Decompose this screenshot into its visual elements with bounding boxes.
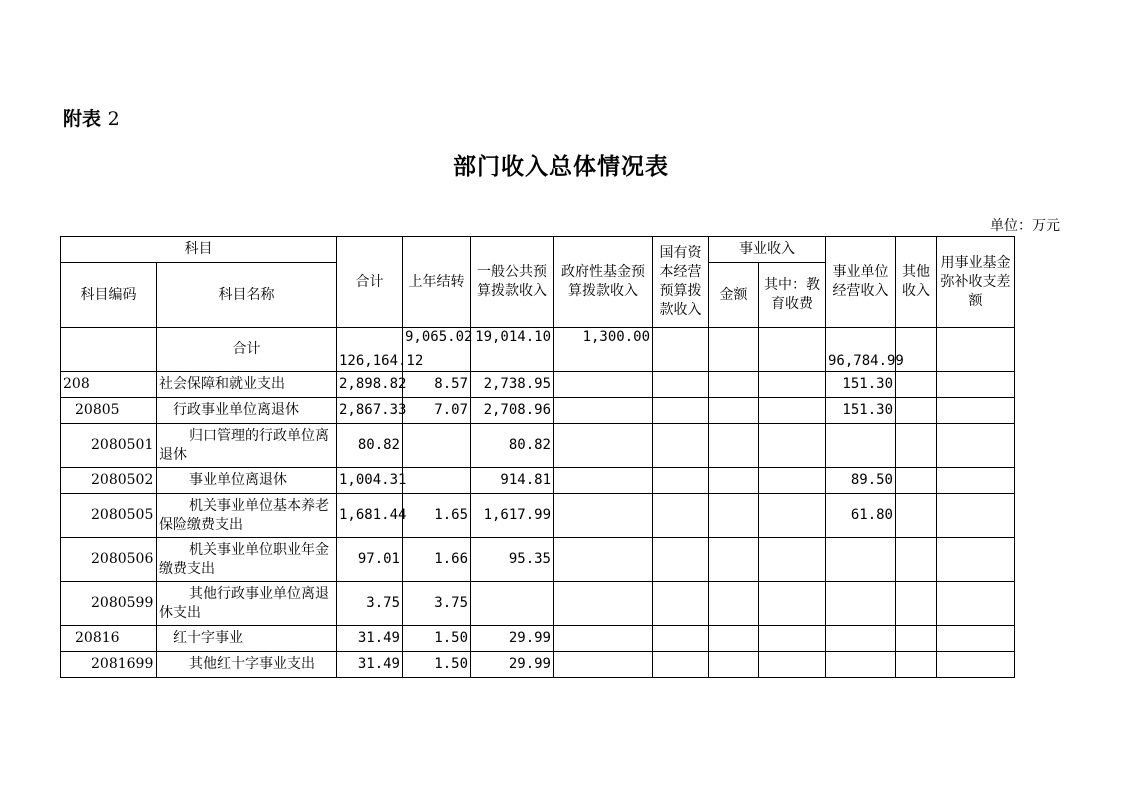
row-general-budget: 29.99 xyxy=(471,626,554,652)
row-other-income xyxy=(896,372,937,398)
row-state-capital xyxy=(653,424,709,468)
row-carryover: 3.75 xyxy=(403,582,471,626)
row-code: 2080506 xyxy=(61,538,157,582)
row-state-capital xyxy=(653,372,709,398)
row-fund-offset xyxy=(937,372,1015,398)
row-other-income xyxy=(896,468,937,494)
row-carryover: 1.66 xyxy=(403,538,471,582)
total-gov-fund: 1,300.00 xyxy=(554,328,653,372)
row-general-budget: 2,708.96 xyxy=(471,398,554,424)
header-state-capital: 国有资本经营预算拨款收入 xyxy=(653,237,709,328)
row-state-capital xyxy=(653,494,709,538)
row-code: 2081699 xyxy=(61,652,157,678)
row-of-which xyxy=(759,538,826,582)
row-name: 其他红十字事业支出 xyxy=(157,652,337,678)
table-row xyxy=(61,494,1015,538)
row-fund-offset xyxy=(937,652,1015,678)
row-of-which xyxy=(759,494,826,538)
row-amount xyxy=(709,398,759,424)
row-other-income xyxy=(896,582,937,626)
row-of-which xyxy=(759,398,826,424)
table-row xyxy=(61,372,1015,398)
row-of-which xyxy=(759,582,826,626)
total-operating-income: 96,784.99 xyxy=(826,328,896,372)
row-operating-income: 89.50 xyxy=(826,468,896,494)
table-row xyxy=(61,424,1015,468)
row-general-budget: 2,738.95 xyxy=(471,372,554,398)
row-code: 2080505 xyxy=(61,494,157,538)
row-amount xyxy=(709,582,759,626)
row-of-which xyxy=(759,652,826,678)
header-gov-fund: 政府性基金预算拨款收入 xyxy=(554,237,653,328)
row-general-budget: 80.82 xyxy=(471,424,554,468)
row-code: 20816 xyxy=(61,626,157,652)
row-fund-offset xyxy=(937,468,1015,494)
total-total: 126,164.12 xyxy=(337,328,403,372)
row-of-which xyxy=(759,372,826,398)
row-carryover: 1.65 xyxy=(403,494,471,538)
row-total: 80.82 xyxy=(337,424,403,468)
row-carryover: 7.07 xyxy=(403,398,471,424)
row-operating-income xyxy=(826,582,896,626)
row-name: 机关事业单位职业年金缴费支出 xyxy=(157,538,337,582)
header-of-which: 其中：教育收费 xyxy=(759,263,826,328)
row-fund-offset xyxy=(937,494,1015,538)
table-row xyxy=(61,626,1015,652)
total-state-capital xyxy=(653,328,709,372)
row-total: 31.49 xyxy=(337,626,403,652)
header-fund-offset: 用事业基金弥补收支差额 xyxy=(937,237,1015,328)
row-operating-income: 151.30 xyxy=(826,398,896,424)
row-operating-income xyxy=(826,652,896,678)
row-total: 2,898.82 xyxy=(337,372,403,398)
row-fund-offset xyxy=(937,398,1015,424)
row-other-income xyxy=(896,652,937,678)
row-total: 97.01 xyxy=(337,538,403,582)
row-fund-offset xyxy=(937,626,1015,652)
header-other-income: 其他收入 xyxy=(896,237,937,328)
row-gov-fund xyxy=(554,626,653,652)
income-table xyxy=(60,236,1015,678)
header-business-income: 事业收入 xyxy=(709,237,826,263)
table-row xyxy=(61,468,1015,494)
table-row xyxy=(61,582,1015,626)
row-amount xyxy=(709,626,759,652)
row-general-budget: 95.35 xyxy=(471,538,554,582)
header-operating-income: 事业单位经营收入 xyxy=(826,237,896,328)
row-gov-fund xyxy=(554,494,653,538)
row-general-budget: 914.81 xyxy=(471,468,554,494)
row-of-which xyxy=(759,468,826,494)
row-total: 3.75 xyxy=(337,582,403,626)
row-operating-income xyxy=(826,424,896,468)
row-amount xyxy=(709,538,759,582)
row-fund-offset xyxy=(937,538,1015,582)
row-amount xyxy=(709,468,759,494)
row-gov-fund xyxy=(554,398,653,424)
row-operating-income xyxy=(826,538,896,582)
total-of-which xyxy=(759,328,826,372)
total-label: 合计 xyxy=(157,328,337,372)
row-carryover: 8.57 xyxy=(403,372,471,398)
row-name: 其他行政事业单位离退休支出 xyxy=(157,582,337,626)
header-subject-name: 科目名称 xyxy=(157,263,337,328)
header-carryover: 上年结转 xyxy=(403,237,471,328)
total-code-cell xyxy=(61,328,157,372)
appendix-number: 2 xyxy=(107,108,120,130)
table-row xyxy=(61,398,1015,424)
row-of-which xyxy=(759,626,826,652)
row-fund-offset xyxy=(937,582,1015,626)
row-gov-fund xyxy=(554,582,653,626)
row-amount xyxy=(709,652,759,678)
row-other-income xyxy=(896,494,937,538)
row-gov-fund xyxy=(554,372,653,398)
row-amount xyxy=(709,494,759,538)
total-amount xyxy=(709,328,759,372)
page-title: 部门收入总体情况表 xyxy=(453,153,669,180)
row-total: 1,681.44 xyxy=(337,494,403,538)
row-state-capital xyxy=(653,538,709,582)
row-code: 2080502 xyxy=(61,468,157,494)
row-name: 社会保障和就业支出 xyxy=(157,372,337,398)
appendix-label-text: 附表 xyxy=(63,108,102,130)
row-carryover: 1.50 xyxy=(403,652,471,678)
header-total: 合计 xyxy=(337,237,403,328)
row-state-capital xyxy=(653,398,709,424)
row-state-capital xyxy=(653,468,709,494)
row-gov-fund xyxy=(554,468,653,494)
row-general-budget: 1,617.99 xyxy=(471,494,554,538)
row-amount xyxy=(709,424,759,468)
total-carryover: 9,065.02 xyxy=(403,328,471,372)
row-code: 2080599 xyxy=(61,582,157,626)
row-name: 事业单位离退休 xyxy=(157,468,337,494)
row-total: 2,867.33 xyxy=(337,398,403,424)
row-name: 归口管理的行政单位离退休 xyxy=(157,424,337,468)
table-row xyxy=(61,538,1015,582)
row-gov-fund xyxy=(554,424,653,468)
row-operating-income xyxy=(826,626,896,652)
row-operating-income: 61.80 xyxy=(826,494,896,538)
appendix-label xyxy=(63,104,120,131)
row-name: 机关事业单位基本养老保险缴费支出 xyxy=(157,494,337,538)
total-row xyxy=(61,328,1015,372)
header-general-budget: 一般公共预算拨款收入 xyxy=(471,237,554,328)
row-name: 行政事业单位离退休 xyxy=(157,398,337,424)
header-amount: 金额 xyxy=(709,263,759,328)
row-general-budget: 29.99 xyxy=(471,652,554,678)
row-code: 2080501 xyxy=(61,424,157,468)
row-other-income xyxy=(896,424,937,468)
row-gov-fund xyxy=(554,652,653,678)
row-carryover xyxy=(403,468,471,494)
row-gov-fund xyxy=(554,538,653,582)
row-total: 31.49 xyxy=(337,652,403,678)
row-of-which xyxy=(759,424,826,468)
row-other-income xyxy=(896,626,937,652)
row-operating-income: 151.30 xyxy=(826,372,896,398)
row-fund-offset xyxy=(937,424,1015,468)
row-other-income xyxy=(896,538,937,582)
table-row xyxy=(61,652,1015,678)
row-amount xyxy=(709,372,759,398)
total-fund-offset xyxy=(937,328,1015,372)
row-carryover xyxy=(403,424,471,468)
total-general-budget: 19,014.10 xyxy=(471,328,554,372)
row-other-income xyxy=(896,398,937,424)
row-code: 20805 xyxy=(61,398,157,424)
row-total: 1,004.31 xyxy=(337,468,403,494)
unit-label: 单位：万元 xyxy=(990,218,1060,234)
row-state-capital xyxy=(653,582,709,626)
header-subject-code: 科目编码 xyxy=(61,263,157,328)
header-subject: 科目 xyxy=(61,237,337,263)
row-general-budget xyxy=(471,582,554,626)
row-state-capital xyxy=(653,652,709,678)
row-carryover: 1.50 xyxy=(403,626,471,652)
row-code: 208 xyxy=(61,372,157,398)
row-state-capital xyxy=(653,626,709,652)
row-name: 红十字事业 xyxy=(157,626,337,652)
